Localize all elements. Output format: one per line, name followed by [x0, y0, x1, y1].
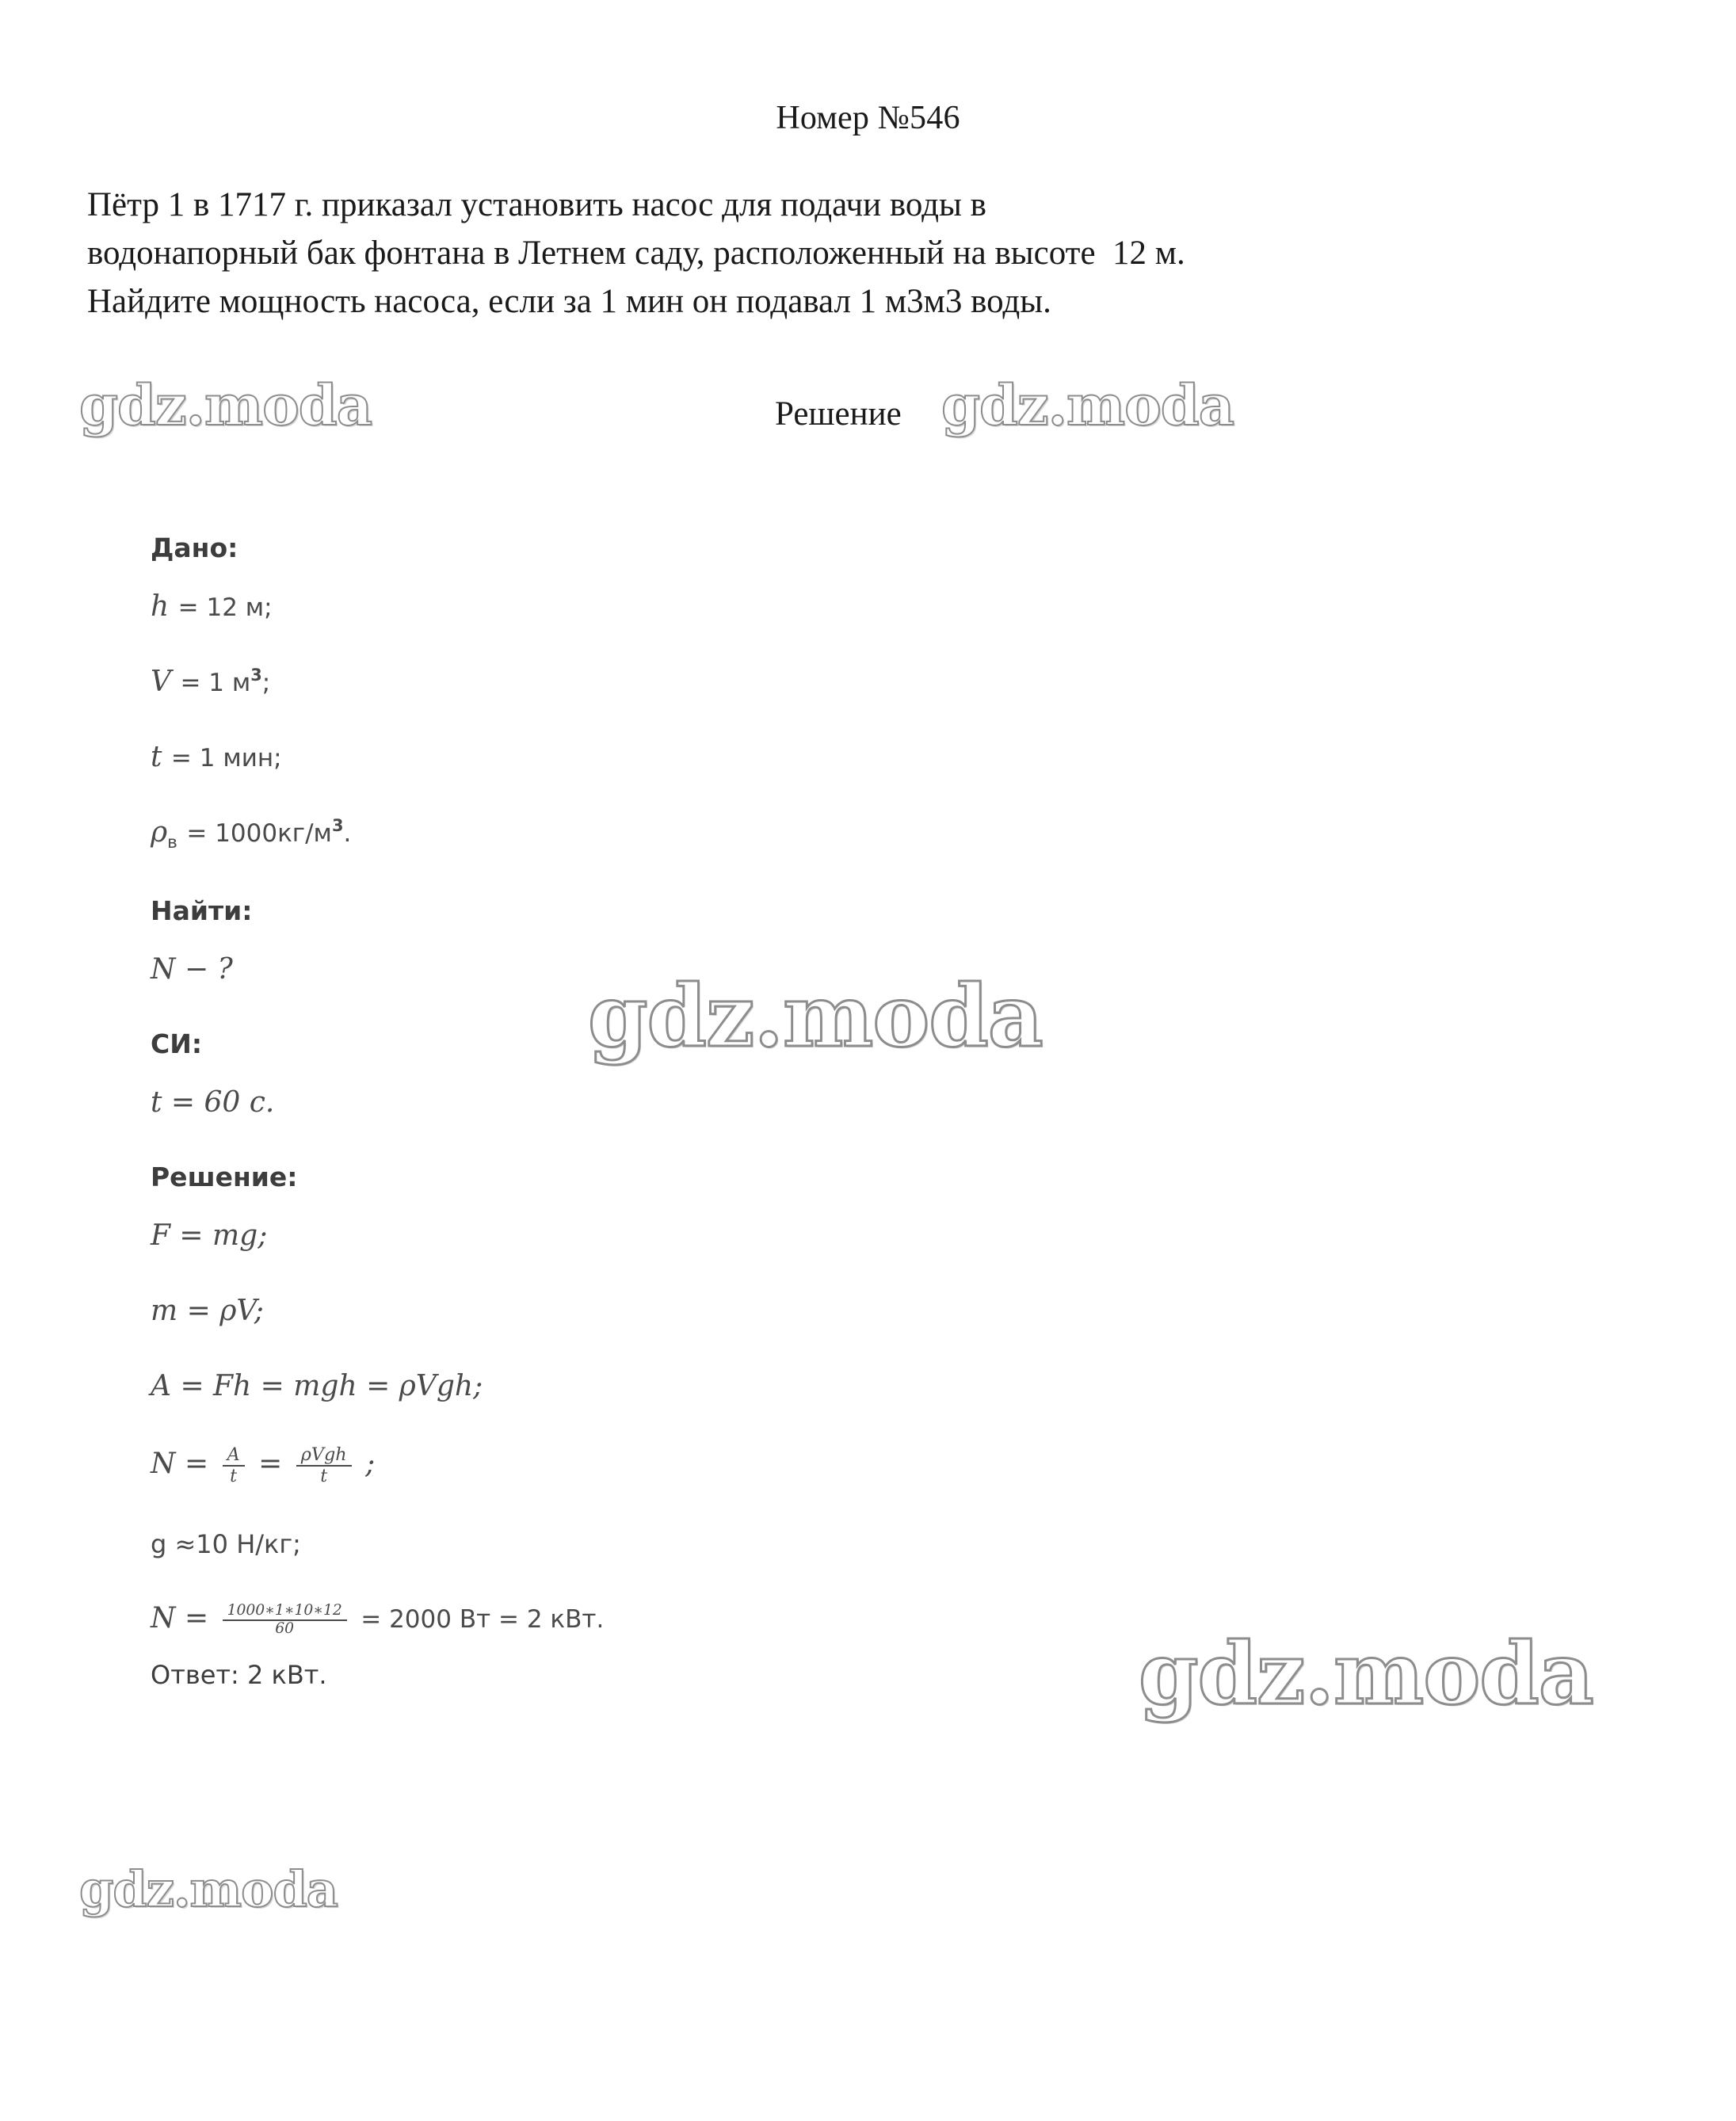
given-item-v — [151, 666, 1181, 698]
fraction-final — [223, 1603, 347, 1638]
fraction-numerator-2: ρVgh — [300, 1444, 347, 1466]
power-lhs: N = — [151, 1448, 209, 1481]
power-tail: ; — [365, 1448, 376, 1481]
watermark: gdz.moda — [79, 372, 372, 438]
fraction-denominator-2: t — [296, 1465, 352, 1486]
step-work: A = Fh = mgh = ρVgh; — [151, 1370, 483, 1403]
given-rho-symbol: ρ — [151, 816, 168, 849]
final-result: = 2000 Вт = 2 кВт. — [361, 1605, 605, 1635]
given-v-tail: ; — [261, 669, 271, 697]
watermark: gdz.moda — [941, 372, 1234, 438]
final-computation — [151, 1602, 1181, 1638]
given-v-exponent: 3 — [250, 666, 262, 685]
fraction-work-time — [223, 1445, 245, 1486]
step-force: F = mg; — [151, 1219, 268, 1253]
find-expression: N − ? — [151, 953, 233, 986]
given-item-rho — [151, 816, 1181, 853]
given-t-symbol: t — [151, 741, 162, 773]
si-expression: t = 60 с. — [151, 1086, 275, 1120]
final-numerator: 1000∗1∗10∗12 — [227, 1602, 342, 1619]
step-power-formula — [151, 1445, 1181, 1486]
given-h-value: = 12 м; — [177, 593, 273, 622]
page-title: Номер №546 — [776, 100, 960, 136]
given-rho-value: = 1000кг/м — [186, 819, 332, 848]
fraction-numerator: A — [227, 1444, 240, 1466]
given-item-t — [151, 741, 1181, 773]
problem-statement — [87, 181, 1640, 326]
si-heading: СИ: — [151, 1028, 203, 1060]
given-item-h — [151, 590, 1181, 623]
solution-label: Решение — [775, 395, 902, 433]
given-v-symbol: V — [151, 666, 171, 698]
statement-line-3: Найдите мощность насоса, если за 1 мин он подавал 1 м3м3 воды. — [87, 283, 1051, 321]
answer-line: Ответ: 2 кВт. — [151, 1660, 327, 1691]
final-denominator: 60 — [223, 1619, 347, 1638]
given-rho-tail: . — [343, 819, 352, 848]
step-mass: m = ρV; — [151, 1295, 264, 1328]
statement-line-2: водонапорный бак фонтана в Летнем саду, расположенный на высоте 12 м. — [87, 235, 1185, 273]
watermark: gdz.moda — [1139, 1624, 1593, 1724]
solution-body — [151, 532, 1181, 1690]
given-v-value: = 1 м — [180, 669, 251, 697]
step-gravity-constant: g ≈10 Н/кг; — [151, 1529, 301, 1560]
final-lhs: N = — [151, 1602, 209, 1635]
given-rho-exponent: 3 — [331, 816, 344, 835]
fraction-denominator: t — [223, 1465, 245, 1486]
given-t-value: = 1 мин; — [170, 744, 282, 772]
fraction-rvgh-time — [296, 1445, 352, 1486]
given-h-symbol: h — [151, 590, 170, 623]
given-heading: Дано: — [151, 532, 238, 563]
solve-heading: Решение: — [151, 1162, 298, 1193]
power-equals: = — [258, 1448, 283, 1481]
find-heading: Найти: — [151, 895, 253, 927]
statement-line-1: Пётр 1 в 1717 г. приказал установить насос для подачи воды в — [87, 186, 986, 223]
given-rho-subscript: в — [167, 833, 177, 853]
watermark: gdz.moda — [79, 1860, 338, 1918]
watermark: gdz.moda — [588, 967, 1043, 1066]
